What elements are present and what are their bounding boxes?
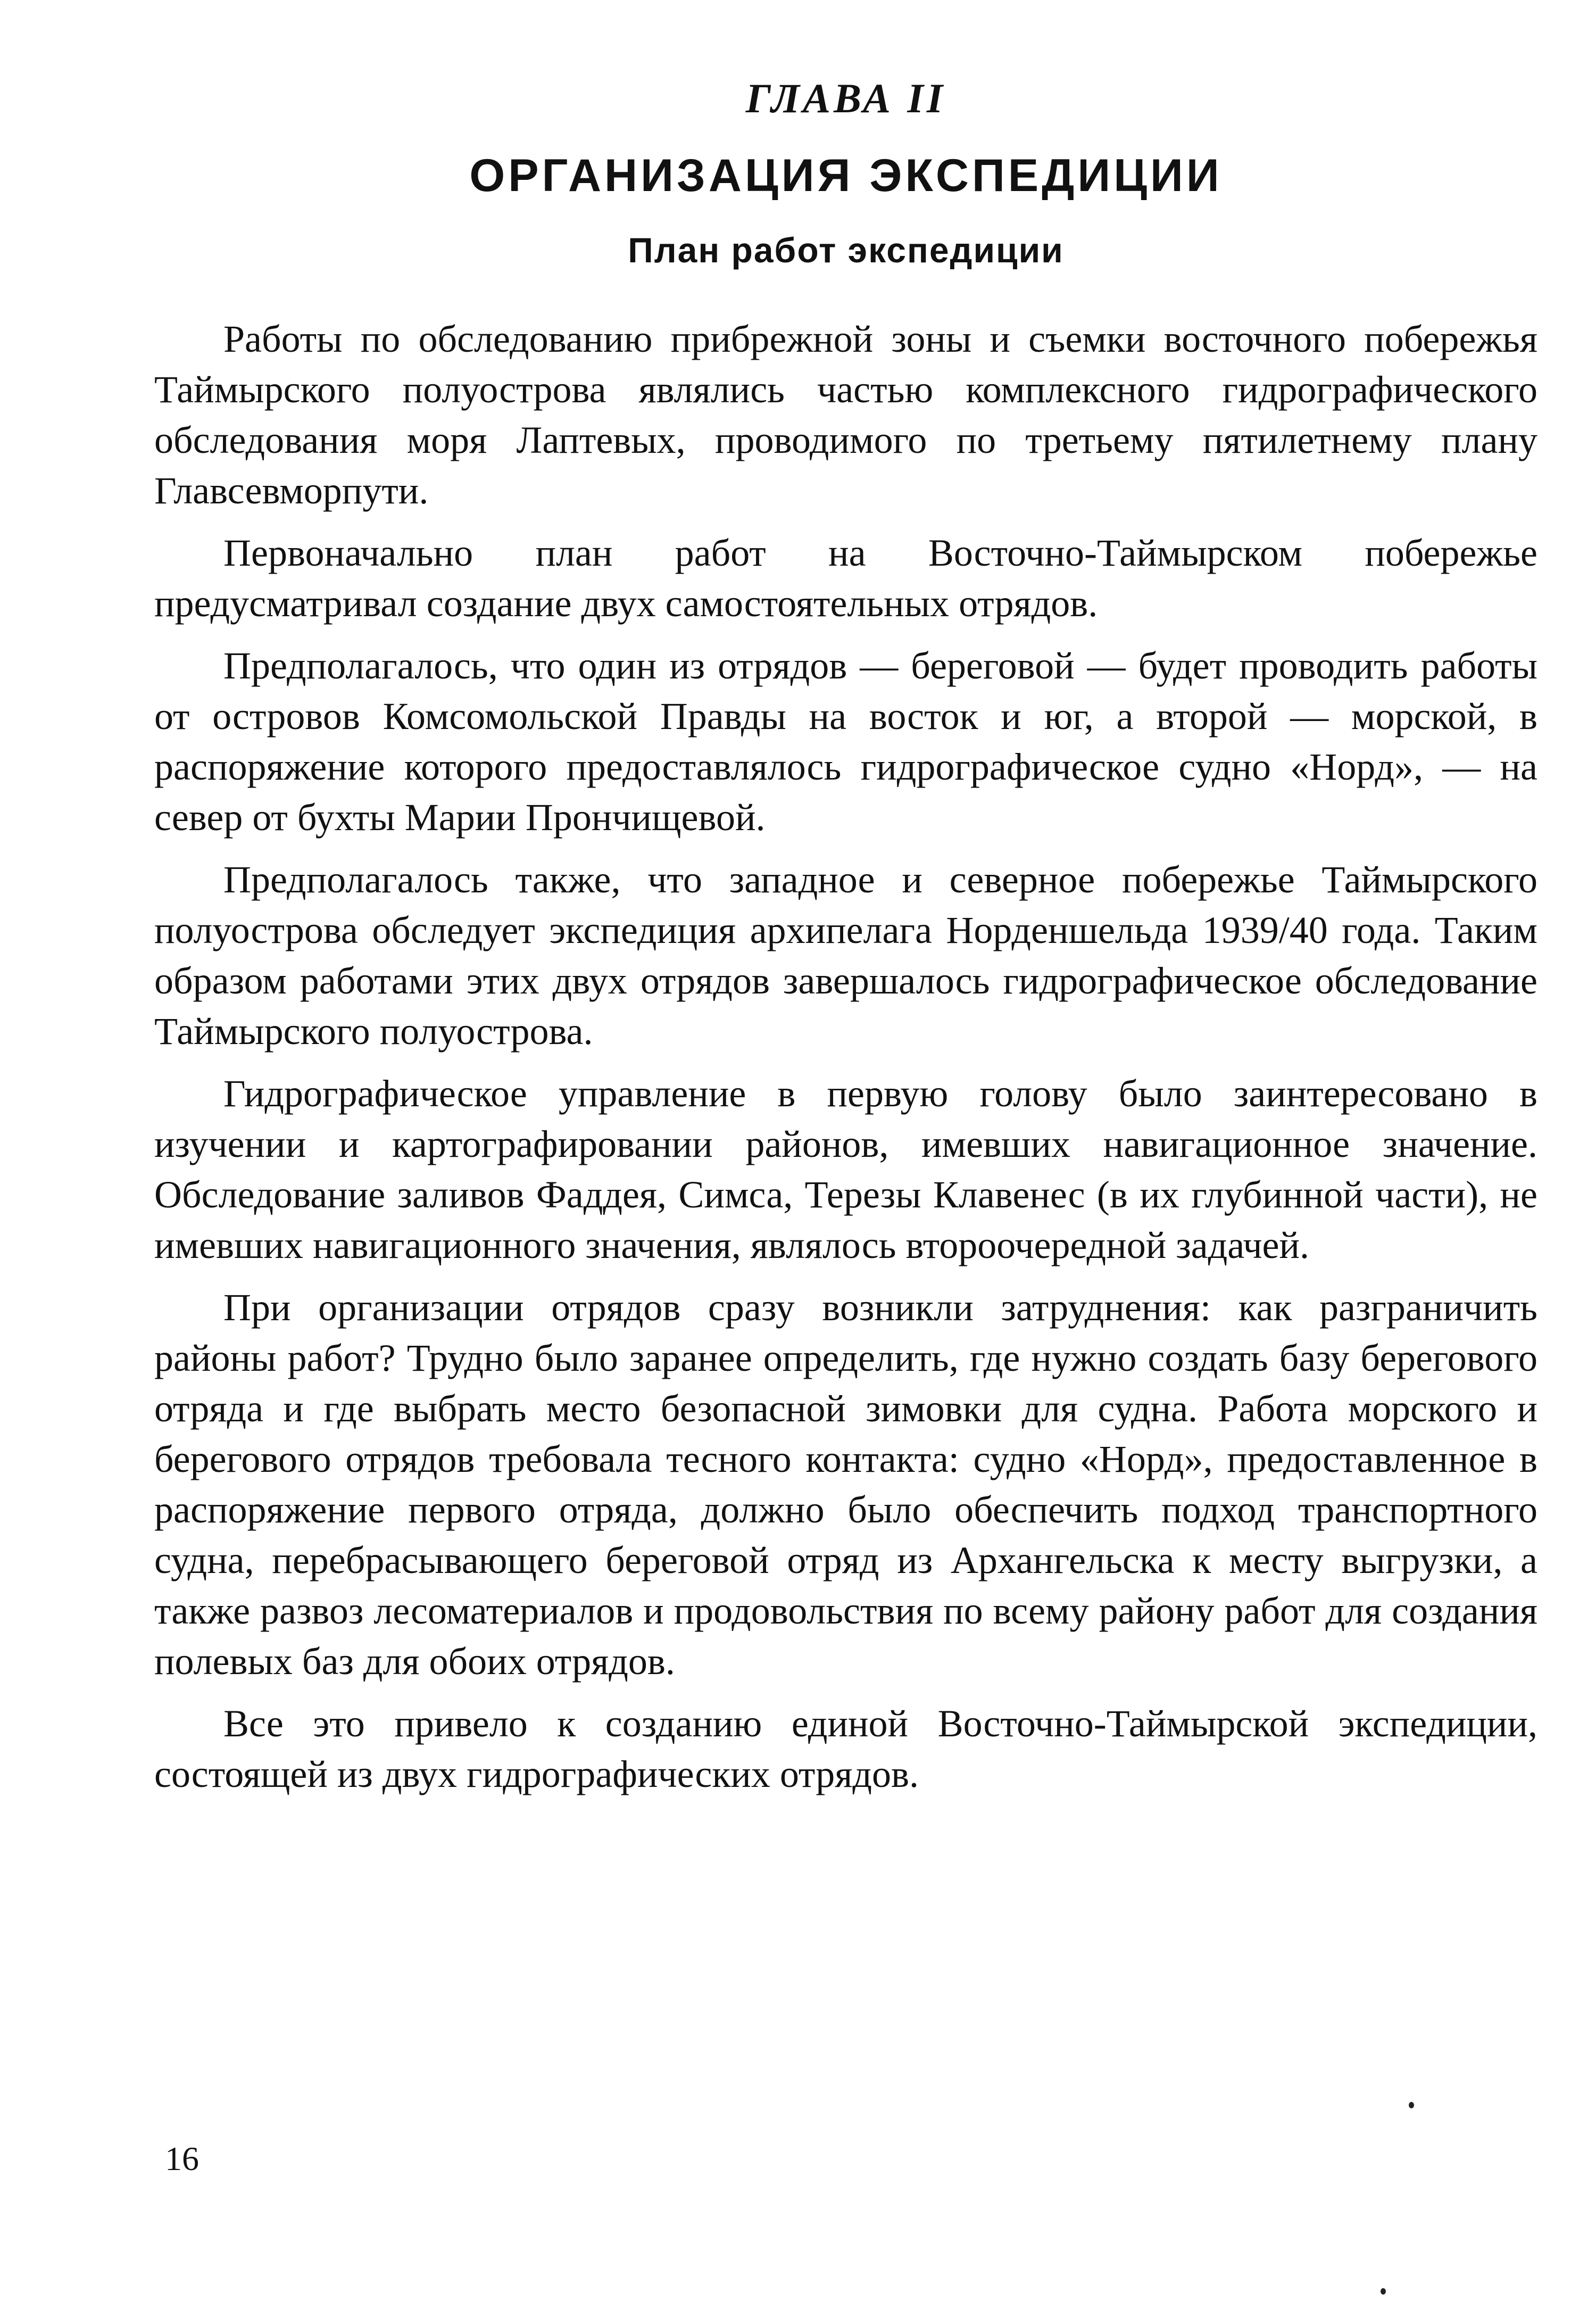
paragraph: Предполагалось, что один из отрядов — береговой — будет проводить работы от островов Комсомольской Правды на восток и юг, а второй — морской, в распоряжение которого предоставлялось гидрографическое судно «Норд», — на север от бухты Марии Прончищевой. [154, 644, 1537, 839]
paragraph: Гидрографическое управление в первую голову было заинтересовано в изучении и картографировании районов, имевших навигационное значение. Обследование заливов Фаддея, Симса, Терезы Клавенес (в их глубинной части), не имевших навигационного значения, являлось второочередной задачей. [154, 1072, 1537, 1266]
body-text [154, 314, 1537, 1800]
chapter-title: ОРГАНИЗАЦИЯ ЭКСПЕДИЦИИ [469, 150, 1223, 201]
paragraph: При организации отрядов сразу возникли затруднения: как разграничить районы работ? Трудно было заранее определить, где нужно создать базу берегового отряда и где выбрать место безопасной зимовки для судна. Работа морского и берегового отрядов требовала тесного контакта: судно «Норд», предоставленное в распоряжение первого отряда, должно было обеспечить подход транспортного судна, перебрасывающего береговой отряд из Архангельска к месту выгрузки, а также развоз лесоматериалов и продовольствия по всему району работ для создания полевых баз для обоих отрядов. [154, 1286, 1537, 1683]
paragraph: Все это привело к созданию единой Восточно-Таймырской экспедиции, состоящей из двух гидрографических отрядов. [154, 1702, 1537, 1795]
section-title: План работ экспедиции [628, 230, 1064, 270]
print-speck [1381, 2288, 1386, 2295]
chapter-label: ГЛАВА II [745, 75, 946, 121]
page-number: 16 [165, 2140, 199, 2177]
paragraph: Первоначально план работ на Восточно-Таймырском побережье предусматривал создание двух самостоятельных отрядов. [154, 532, 1537, 625]
book-page [154, 69, 1537, 2251]
print-speck [1409, 2102, 1414, 2108]
paragraph: Работы по обследованию прибрежной зоны и съемки восточного побережья Таймырского полуострова являлись частью комплексного гидрографического обследования моря Лаптевых, проводимого по третьему пятилетнему плану Главсевморпути. [154, 318, 1537, 512]
paragraph: Предполагалось также, что западное и северное побережье Таймырского полуострова обследует экспедиция архипелага Норденшельда 1939/40 года. Таким образом работами этих двух отрядов завершалось гидрографическое обследование Таймырского полуострова. [154, 858, 1537, 1053]
